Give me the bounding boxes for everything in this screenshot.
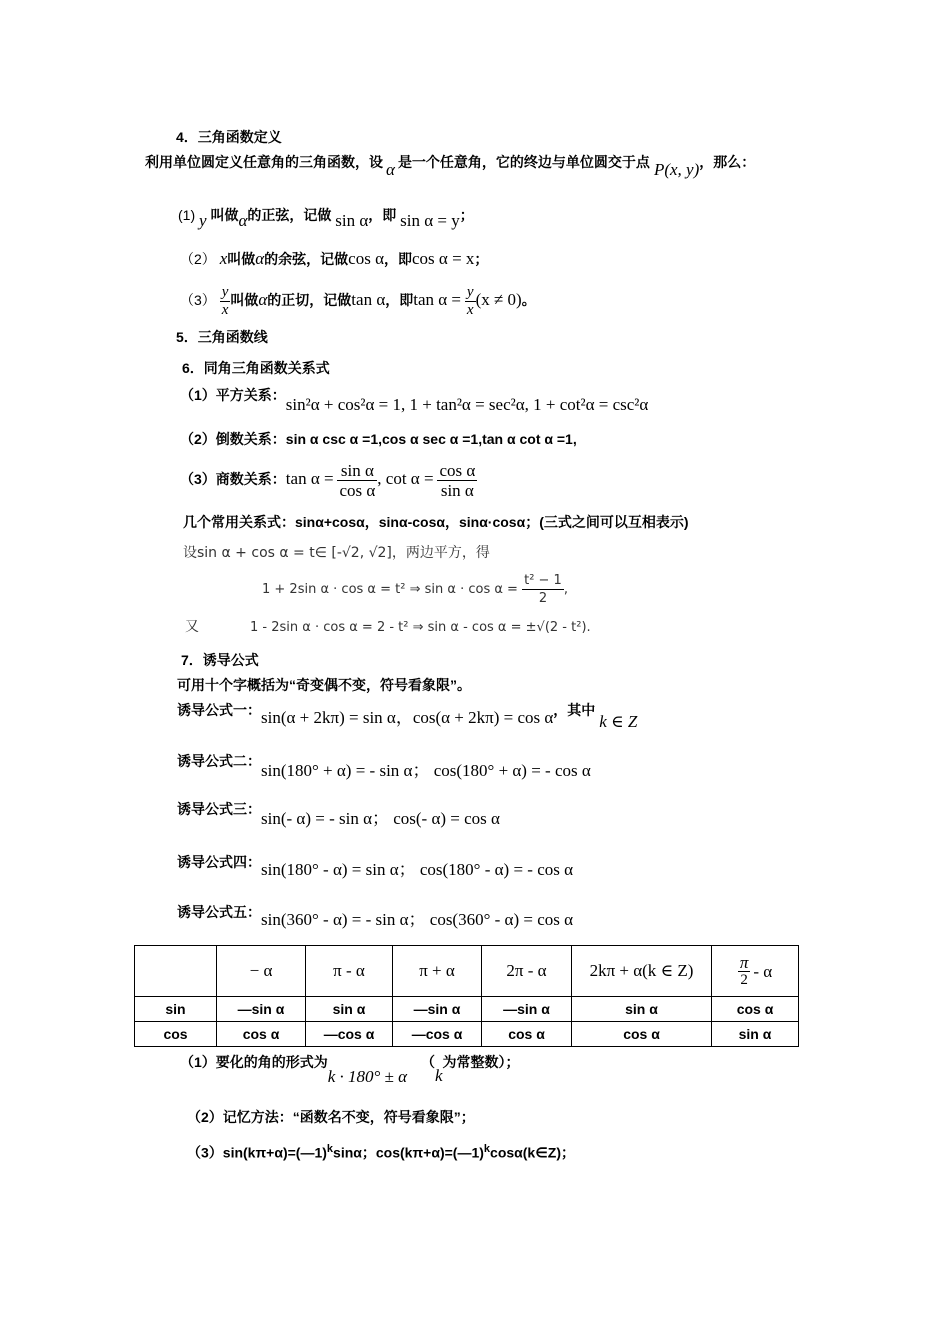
- substitution-line: 设sin α + cos α = t∈ [-√2, √2]，两边平方，得: [183, 545, 490, 561]
- formula-3-label: 诱导公式三：: [177, 801, 261, 817]
- also-label: 又: [185, 619, 199, 635]
- quotient-cot: , cot α =: [377, 469, 434, 488]
- sine-definition: [178, 206, 474, 230]
- note-3-text-c: cosα(k∈Z)；: [490, 1144, 575, 1161]
- half-pi-fraction: [738, 954, 751, 989]
- header-cell-pi-plus-alpha: π + α: [393, 946, 482, 997]
- eq-fraction-denominator: x: [466, 301, 474, 318]
- note-1-text-a: （1）要化的角的形式为: [180, 1054, 328, 1070]
- table-header-row: [135, 946, 799, 997]
- reciprocal-relation: [180, 430, 577, 448]
- note-3-exponent-1: k: [326, 1143, 334, 1155]
- header-cell-2pi-minus-alpha: 2π - α: [482, 946, 572, 997]
- induction-formula-1: [177, 701, 638, 731]
- sine-equation: sin α = y: [400, 211, 460, 230]
- quotient-relation-label: （3）商数关系：: [180, 471, 286, 487]
- induction-formula-5: [177, 903, 574, 929]
- intro-text-c: ，那么：: [699, 154, 756, 170]
- cosine-alpha: α: [255, 249, 265, 268]
- intro-point: P(x, y): [653, 160, 700, 179]
- header-cell-pi-minus-alpha: π - α: [306, 946, 393, 997]
- table-cell: —sin α: [217, 997, 306, 1022]
- note-3-exponent-2: k: [483, 1143, 491, 1155]
- item-2-number: （2）: [180, 251, 216, 267]
- sine-text-c: ，即: [368, 207, 397, 223]
- cosine-notation: cos α: [348, 249, 384, 268]
- tangent-text-b: 的正切，记做: [267, 292, 352, 308]
- square-relation-equation: sin²α + cos²α = 1, 1 + tan²α = sec²α, 1 + cot²α = csc²α: [285, 395, 649, 414]
- derivation-1-text: 1 + 2sin α · cos α = t² ⇒ sin α · cos α =: [262, 582, 518, 597]
- item-3-number: （3）: [180, 292, 216, 308]
- formula-2-label: 诱导公式二：: [177, 753, 261, 769]
- half-pi-numerator: π: [739, 953, 749, 972]
- square-relation-label: （1）平方关系：: [180, 387, 286, 403]
- common-relations: 几个常用关系式：sinα+cosα，sinα-cosα，sinα·cosα；(三式之间可以互相表示): [183, 514, 689, 530]
- cosine-text-a: 叫做: [227, 251, 256, 267]
- definition-intro: [145, 153, 756, 179]
- reciprocal-relation-equation: sin α csc α =1,cos α sec α =1,tan α cot α =1,: [285, 431, 577, 447]
- table-row-cos: [135, 1022, 799, 1047]
- table-cell: —sin α: [482, 997, 572, 1022]
- derivation-fraction-denominator: 2: [538, 591, 548, 606]
- reciprocal-relation-label: （2）倒数关系：: [180, 431, 286, 447]
- tangent-definition: [180, 280, 536, 320]
- section-4-title: 4．三角函数定义: [176, 129, 282, 145]
- formula-4-label: 诱导公式四：: [177, 854, 261, 870]
- quotient-fraction-cos-sin: [437, 461, 477, 500]
- note-1-text-b: （: [420, 1054, 435, 1070]
- formula-1-tail: ，其中: [553, 702, 596, 718]
- cosine-equation: cos α = x: [412, 249, 475, 268]
- sine-y: y: [199, 211, 207, 230]
- derivation-1-end: ,: [563, 582, 568, 597]
- denominator-cos: cos α: [339, 480, 376, 500]
- header-cell-2kpi-plus-alpha: 2kπ + α(k ∈ Z): [572, 946, 712, 997]
- header-cell-empty: [135, 946, 217, 997]
- table-cell: cos α: [482, 1022, 572, 1047]
- quotient-fraction-sin-cos: [337, 461, 377, 500]
- header-cell-half-pi-minus-alpha: [712, 946, 799, 997]
- formula-1-k: k ∈ Z: [599, 712, 638, 731]
- table-cell: cos α: [217, 1022, 306, 1047]
- formula-5-equation: sin(360° - α) = - sin α； cos(360° - α) = cos α: [261, 910, 574, 929]
- section-7-title: 7．诱导公式: [181, 652, 259, 668]
- note-3-text-b: sinα；cos(kπ+α)=(—1): [333, 1144, 484, 1161]
- note-3-text-a: （3）sin(kπ+α)=(—1): [187, 1144, 327, 1161]
- section-5-title: 5．三角函数线: [176, 329, 268, 345]
- note-1-text-c: 为常整数）；: [442, 1054, 520, 1070]
- tangent-alpha: α: [258, 290, 268, 309]
- half-pi-denominator: 2: [740, 972, 748, 988]
- tangent-end: 。: [521, 292, 536, 308]
- table-cell: sin α: [712, 1022, 799, 1047]
- formula-5-label: 诱导公式五：: [177, 904, 261, 920]
- formula-1-label: 诱导公式一：: [177, 702, 261, 718]
- derivation-1-fraction: [522, 572, 564, 607]
- cosine-text-b: 的余弦，记做: [264, 251, 349, 267]
- table-cell: sin α: [572, 997, 712, 1022]
- formula-3-equation: sin(- α) = - sin α； cos(- α) = cos α: [261, 809, 500, 828]
- square-relation: [180, 386, 649, 414]
- table-cell: cos α: [572, 1022, 712, 1047]
- formula-4-equation: sin(180° - α) = sin α； cos(180° - α) = - cos α: [261, 860, 574, 879]
- half-pi-expression: [738, 954, 772, 989]
- derivation-1: [262, 570, 568, 610]
- denominator-sin: sin α: [440, 480, 474, 500]
- note-2: （2）记忆方法：“函数名不变，符号看象限”；: [187, 1109, 475, 1125]
- derivation-fraction-numerator: t² − 1: [524, 573, 562, 588]
- quotient-tan: tan α =: [285, 469, 334, 488]
- note-1-form: k · 180° ± α: [327, 1067, 408, 1086]
- cosine-x: x: [219, 249, 228, 268]
- header-cell-neg-alpha: − α: [217, 946, 306, 997]
- derivation-2: 1 - 2sin α · cos α = 2 - t² ⇒ sin α - cos α = ±√(2 - t²).: [250, 620, 591, 635]
- sine-text-a: 叫做: [210, 207, 239, 223]
- eq-fraction-numerator: y: [466, 283, 474, 300]
- quotient-relation: [180, 455, 477, 503]
- row-label-sin: sin: [135, 997, 217, 1022]
- note-1: [180, 1053, 520, 1086]
- tangent-text-a: 叫做: [230, 292, 259, 308]
- half-pi-tail: - α: [753, 961, 773, 981]
- sine-notation: sin α: [335, 211, 369, 230]
- item-1-number: (1): [178, 207, 196, 223]
- tangent-eq-fraction: [465, 284, 476, 319]
- table-row-sin: [135, 997, 799, 1022]
- numerator-cos: cos α: [439, 460, 476, 480]
- tangent-condition: (x ≠ 0): [475, 290, 522, 309]
- intro-alpha: α: [386, 160, 395, 179]
- tangent-text-c: ，即: [385, 292, 414, 308]
- tangent-eq-lhs: tan α =: [413, 290, 461, 309]
- induction-formula-4: [177, 853, 574, 879]
- note-1-k: k: [434, 1066, 443, 1085]
- induction-formula-2: [177, 752, 591, 780]
- sine-alpha: α: [238, 211, 248, 230]
- sine-end: ；: [459, 207, 474, 223]
- intro-text-b: 是一个任意角，它的终边与单位圆交于点: [397, 154, 650, 170]
- tangent-notation: tan α: [351, 290, 386, 309]
- table-cell: —sin α: [393, 997, 482, 1022]
- section-6-title: 6．同角三角函数关系式: [182, 360, 330, 376]
- formula-2-equation: sin(180° + α) = - sin α； cos(180° + α) = - cos α: [261, 761, 591, 780]
- intro-text-a: 利用单位圆定义任意角的三角函数，设: [145, 154, 383, 170]
- induction-summary: 可用十个字概括为“奇变偶不变，符号看象限”。: [177, 677, 471, 693]
- table-cell: —cos α: [306, 1022, 393, 1047]
- note-3: [187, 1140, 575, 1162]
- cosine-text-c: ，即: [384, 251, 412, 267]
- table-cell: sin α: [306, 997, 393, 1022]
- tangent-fraction-y-over-x: [220, 284, 231, 319]
- cosine-definition: [180, 250, 488, 268]
- table-cell: —cos α: [393, 1022, 482, 1047]
- row-label-cos: cos: [135, 1022, 217, 1047]
- numerator-sin: sin α: [337, 461, 377, 481]
- fraction-numerator: y: [221, 283, 229, 300]
- table-cell: cos α: [712, 997, 799, 1022]
- sine-text-b: 的正弦，记做: [247, 207, 332, 223]
- formula-1-equation: sin(α + 2kπ) = sin α，cos(α + 2kπ) = cos α: [261, 708, 554, 727]
- induction-table: [134, 945, 799, 1047]
- cosine-end: ；: [474, 251, 489, 267]
- fraction-denominator: x: [221, 301, 229, 318]
- induction-formula-3: [177, 800, 500, 828]
